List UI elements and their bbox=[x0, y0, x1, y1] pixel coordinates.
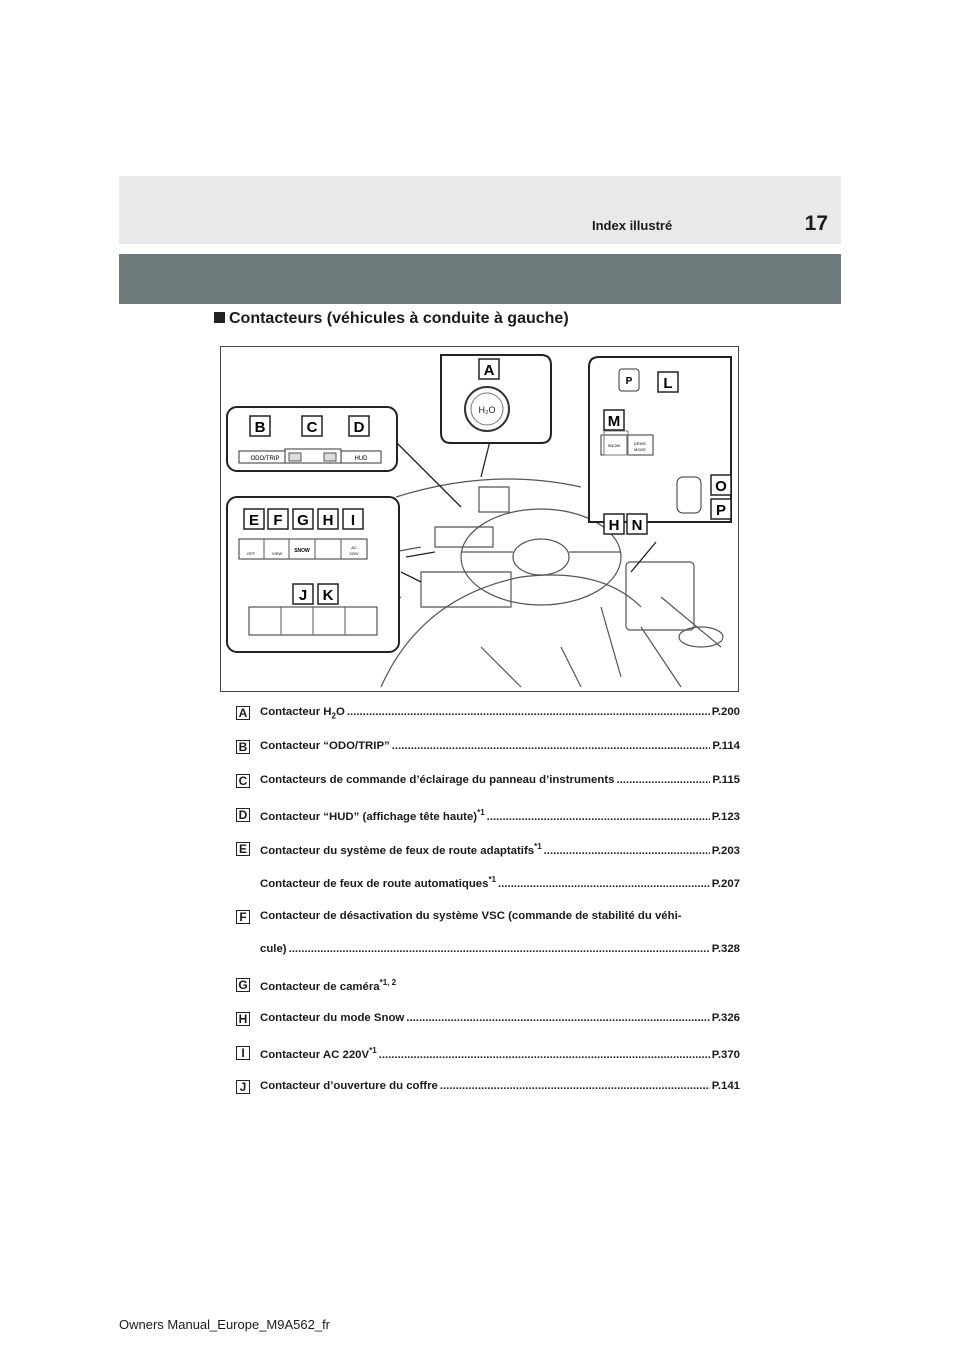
cockpit-illustration bbox=[220, 346, 739, 692]
entry-I bbox=[236, 1046, 740, 1079]
page-reference-link[interactable]: P.123 bbox=[711, 810, 740, 823]
entry-line bbox=[260, 910, 740, 922]
entry-line bbox=[260, 1080, 740, 1092]
entry-letter-badge: D bbox=[236, 808, 250, 822]
page-reference-link[interactable]: P.370 bbox=[711, 1048, 740, 1061]
callout-H-inset: H bbox=[608, 517, 620, 534]
subheading-text: Contacteurs (véhicules à conduite à gauche) bbox=[229, 310, 569, 327]
ac-button-label: AC bbox=[351, 545, 357, 550]
entry-A bbox=[236, 706, 740, 739]
entry-H bbox=[236, 1012, 740, 1045]
page-reference-link[interactable]: P.200 bbox=[711, 706, 740, 718]
entry-J bbox=[236, 1080, 740, 1113]
dot-leader bbox=[392, 740, 711, 752]
entry-line bbox=[260, 943, 740, 955]
entry-line bbox=[260, 1046, 740, 1061]
off-button-label: OFF bbox=[247, 551, 255, 556]
callout-L: L bbox=[663, 375, 673, 392]
callout-A: A bbox=[483, 362, 495, 379]
callout-I: I bbox=[350, 512, 356, 529]
dot-leader bbox=[406, 1012, 709, 1024]
section-band bbox=[119, 254, 841, 304]
footer: Owners Manual_Europe_M9A562_fr bbox=[119, 1317, 331, 1332]
callout-O: O bbox=[715, 478, 727, 495]
dot-leader bbox=[440, 1080, 710, 1092]
entry-line bbox=[260, 740, 740, 752]
park-button-label: P bbox=[625, 376, 633, 387]
dot-leader bbox=[616, 774, 710, 786]
dot-leader bbox=[289, 943, 710, 955]
header-band bbox=[119, 176, 841, 244]
entry-letter-badge: G bbox=[236, 978, 250, 992]
illustration-svg bbox=[221, 347, 740, 693]
entry-B bbox=[236, 740, 740, 773]
section-title: Index illustré bbox=[592, 218, 673, 233]
entry-letter-badge: H bbox=[236, 1012, 250, 1026]
entry-letter-badge: J bbox=[236, 1080, 250, 1094]
entry-text: Contacteur de caméra$^{*1, 2}$ bbox=[260, 978, 397, 993]
entry-G bbox=[236, 978, 740, 1011]
entry-text: Contacteurs de commande d’éclairage du panneau d’instruments bbox=[260, 774, 615, 786]
entry-line bbox=[260, 978, 740, 993]
entry-E bbox=[236, 842, 740, 908]
entry-text: Contacteur “ODO/TRIP” bbox=[260, 740, 390, 752]
callout-D: D bbox=[353, 419, 365, 436]
entry-letter-badge: B bbox=[236, 740, 250, 754]
entry-letter-badge: I bbox=[236, 1046, 250, 1060]
page-reference-link[interactable]: P.207 bbox=[711, 877, 740, 890]
callout-K: K bbox=[322, 587, 334, 604]
entry-letter-badge: A bbox=[236, 706, 250, 720]
entry-F bbox=[236, 910, 740, 976]
page-reference-link[interactable]: P.115 bbox=[712, 774, 740, 786]
220v-button-label: 220V bbox=[349, 551, 359, 556]
dot-leader bbox=[379, 1049, 710, 1061]
entry-line bbox=[260, 774, 740, 786]
subheading bbox=[214, 310, 569, 328]
callout-F: F bbox=[273, 512, 283, 529]
callout-N: N bbox=[631, 517, 643, 534]
entry-text: cule) bbox=[260, 943, 287, 955]
entry-line bbox=[260, 842, 740, 857]
dot-leader bbox=[487, 811, 710, 823]
entry-line bbox=[260, 875, 740, 890]
snow-inset-label: SNOW bbox=[607, 443, 621, 448]
page-reference-link[interactable]: P.114 bbox=[712, 740, 740, 752]
drive-mode-label-2: MODE bbox=[634, 447, 646, 452]
page-reference-link[interactable]: P.326 bbox=[711, 1012, 740, 1024]
entry-text: Contacteur du système de feux de route adaptatifs$^{*1}$ bbox=[260, 842, 542, 857]
page-reference-link[interactable]: P.203 bbox=[711, 844, 740, 857]
page-reference-link[interactable]: P.141 bbox=[711, 1080, 740, 1092]
entry-line bbox=[260, 808, 740, 823]
dot-leader bbox=[347, 706, 710, 718]
callout-H: H bbox=[322, 512, 334, 529]
hud-button-label: HUD bbox=[354, 456, 368, 462]
page-number: 17 bbox=[804, 212, 828, 235]
page-reference-link[interactable]: P.328 bbox=[711, 943, 740, 955]
entry-line bbox=[260, 1012, 740, 1024]
snow-button-label: SNOW bbox=[294, 548, 310, 554]
drive-mode-label-1: DRIVE bbox=[633, 441, 647, 446]
callout-G: G bbox=[297, 512, 309, 529]
callout-B: B bbox=[254, 419, 266, 436]
callout-J: J bbox=[298, 587, 308, 604]
h2o-button-label: H₂O bbox=[478, 405, 496, 415]
callout-C: C bbox=[306, 419, 318, 436]
entry-text: Contacteur de désactivation du système VSC (commande de stabilité du véhi- bbox=[260, 910, 682, 922]
entry-letter-badge: C bbox=[236, 774, 250, 788]
entry-text: Contacteur AC $220V^{*1}$ bbox=[260, 1046, 377, 1061]
entry-letter-badge: F bbox=[236, 910, 250, 924]
entry-text: Contacteur “HUD” (affichage tête haute)$^{*1}$ bbox=[260, 808, 485, 823]
entry-letter-badge: E bbox=[236, 842, 250, 856]
callout-P: P bbox=[715, 502, 727, 519]
entry-D bbox=[236, 808, 740, 841]
entry-text: Contacteur d’ouverture du coffre bbox=[260, 1080, 438, 1092]
square-bullet-icon bbox=[214, 312, 225, 323]
entry-line bbox=[260, 706, 740, 720]
callout-M: M bbox=[607, 413, 621, 430]
entry-text: Contacteur du mode Snow bbox=[260, 1012, 405, 1024]
entry-text: Contacteur de feux de route automatiques$^{*1}$ bbox=[260, 875, 497, 890]
dot-leader bbox=[498, 878, 710, 890]
callout-E: E bbox=[248, 512, 260, 529]
odo-trip-label: ODO/TRIP bbox=[250, 456, 280, 462]
view-button-label: VIEW bbox=[271, 551, 283, 556]
entry-text: Contacteur $H_2O$ bbox=[260, 706, 345, 721]
dot-leader bbox=[544, 845, 710, 857]
entry-C bbox=[236, 774, 740, 807]
